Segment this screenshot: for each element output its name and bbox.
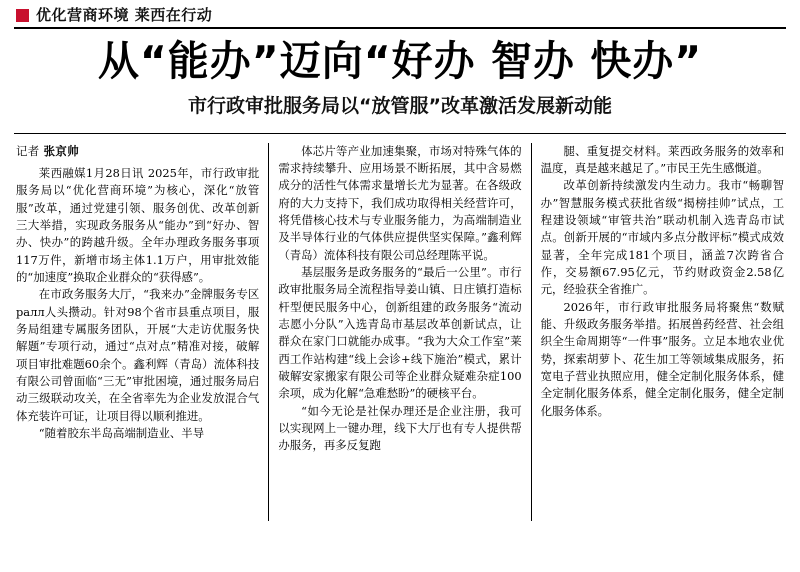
section-kicker	[14, 8, 786, 23]
page-subtitle: 市行政审批服务局以“放管服”改革激活发展新动能	[188, 94, 612, 117]
byline-prefix: 记者	[16, 143, 40, 158]
paragraph: 在市政务服务大厅，“我来办”金牌服务专区ралл人头攒动。针对98个省市县重点项目，服务局组建专属服务团队，开展“大走访优服务快解题”专项行动，通过“点对点”精准对接，破解项目审批难题60余个。鑫利辉（青岛）流体科技有限公司曾面临“三无”审批困境，通过服务局启动三级联动攻关，在全省率先为企业发放混合气体充装许可证，让项目得以顺利推进。	[16, 287, 260, 423]
article-columns	[14, 143, 786, 521]
paragraph: 莱西融媒1月28日讯 2025年，市行政审批服务局以“优化营商环境”为核心，深化“放管服”改革，通过党建引领、服务创优、改革创新三大举措，实现政务服务从“能办”到“好办、智办、快办”的跨越升级。全年办理政务服务事项117万件，新增市场主体1.1万户，用审批效能的“加速度”换取企业群众的“获得感”。	[16, 165, 260, 284]
paragraph: “如今无论是社保办理还是企业注册，我可以实现网上一键办理，线下大厅也有专人提供帮办服务，再多反复跑	[278, 403, 522, 453]
article-column-1	[14, 143, 268, 521]
byline	[16, 143, 259, 160]
kicker-label: 优化营商环境 莱西在行动	[36, 6, 213, 24]
byline-author: 张京帅	[43, 143, 79, 158]
headline-block	[14, 29, 786, 125]
paragraph: 基层服务是政务服务的“最后一公里”。市行政审批服务局全流程指导姜山镇、日庄镇打造标杆型便民服务中心，创新组建的政务服务“流动志愿小分队”入选青岛市基层改革创新试点，让群众在家门口就能办成事。“我为大众工作室”莱西工作站构建“线上会诊+线下施治”模式，累计破解安家搬家有限公司等企业群众疑难杂症100余项，成为化解“急难愁盼”的硬核平台。	[278, 264, 522, 401]
divider-under-headline	[14, 133, 786, 134]
paragraph: 腿、重复提交材料。莱西政务服务的效率和温度，真是越来越足了。”市民王先生感慨道。	[540, 143, 784, 175]
paragraph: “随着胶东半岛高端制造业、半导	[38, 425, 205, 440]
page-title: 从“能办”迈向“好办 智办 快办”	[97, 37, 703, 85]
article-column-2	[268, 143, 530, 521]
paragraph: 改革创新持续激发内生动力。我市“畅聊智办”智慧服务模式获批省级“揭榜挂帅”试点，工程建设领域“审管共治”联动机制入选青岛市试点。创新开展的“市域内多点分散评标”模式成效显著，全年完成181个项目，涵盖7次跨省合作，交易额67.95亿元，节约财政资金2.58亿元，经验获全省推广。	[540, 178, 784, 297]
paragraph: 体芯片等产业加速集聚，市场对特殊气体的需求持续攀升、应用场景不断拓展，其中含易燃成分的活性气体需求量增长尤为显著。在各级政府的大力支持下，我们成功取得相关经营许可，将凭借核心技术与专业服务能力，为高端制造业及半导体行业的气体供应提供坚实保障。”鑫利辉（青岛）流体科技有限公司总经理陈平说。	[278, 143, 522, 262]
paragraph: 2026年，市行政审批服务局将聚焦“数赋能、升级政务服务举措。拓展兽药经营、社会组织全生命周期等“一件事”服务。立足本地农业优势，探索胡萝卜、花生加工等领域集成服务，拓宽电子营业执照应用，健全定制化服务体系，健全定制化服务体系，健全定制化服务，健全定制化服务体系。	[540, 299, 784, 418]
article-column-3	[531, 143, 786, 521]
red-square-icon	[16, 9, 29, 22]
